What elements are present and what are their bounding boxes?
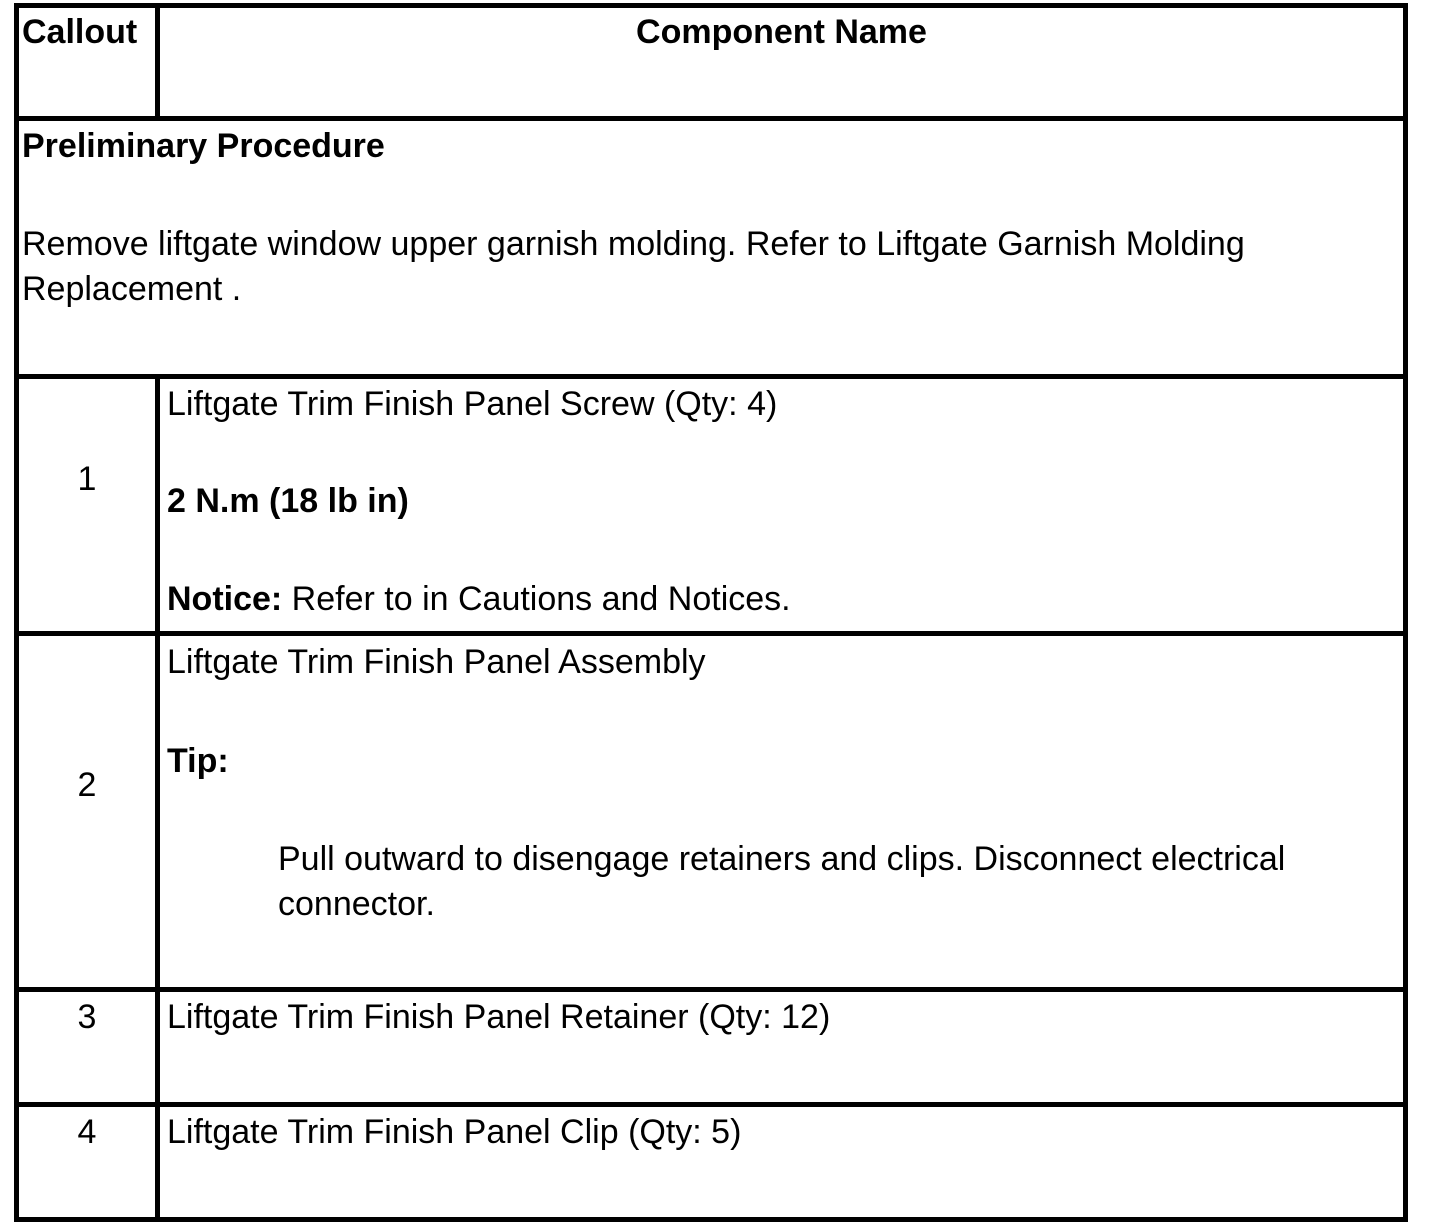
row-4-callout: 4: [77, 1113, 97, 1151]
table-border-right: [1403, 3, 1408, 1222]
row-divider: [14, 374, 1408, 379]
row-2-name: Liftgate Trim Finish Panel Assembly: [167, 643, 706, 681]
notice-label: Notice:: [167, 580, 283, 618]
row-1-notice: [167, 577, 791, 622]
row-3-callout: 3: [77, 998, 97, 1036]
notice-text: Refer to in Cautions and Notices.: [282, 580, 791, 618]
row-2-tip-label: Tip:: [167, 742, 229, 780]
row-2-tip-line2: connector.: [278, 885, 435, 923]
row-1-callout: 1: [77, 460, 97, 498]
row-3-name: Liftgate Trim Finish Panel Retainer (Qty: 12): [167, 998, 831, 1036]
header-callout: Callout: [22, 13, 138, 51]
row-2-callout: 2: [77, 766, 97, 804]
component-table: [14, 3, 1408, 1222]
row-divider: [14, 116, 1408, 121]
column-divider: [155, 374, 160, 1222]
row-2-tip-line1: Pull outward to disengage retainers and clips. Disconnect electrical: [278, 840, 1286, 878]
header-component-name: Component Name: [636, 13, 927, 51]
row-divider: [14, 987, 1408, 992]
table-border-bottom: [14, 1217, 1408, 1222]
preliminary-text-line2: Replacement .: [22, 270, 242, 308]
row-1-name: Liftgate Trim Finish Panel Screw (Qty: 4): [167, 385, 778, 423]
preliminary-text-line1: Remove liftgate window upper garnish molding. Refer to Liftgate Garnish Molding: [22, 225, 1245, 263]
row-divider: [14, 1102, 1408, 1107]
row-divider: [14, 631, 1408, 636]
preliminary-title: Preliminary Procedure: [22, 127, 385, 165]
row-4-name: Liftgate Trim Finish Panel Clip (Qty: 5): [167, 1113, 742, 1151]
row-1-torque: 2 N.m (18 lb in): [167, 482, 409, 520]
table-border-top: [14, 3, 1408, 8]
